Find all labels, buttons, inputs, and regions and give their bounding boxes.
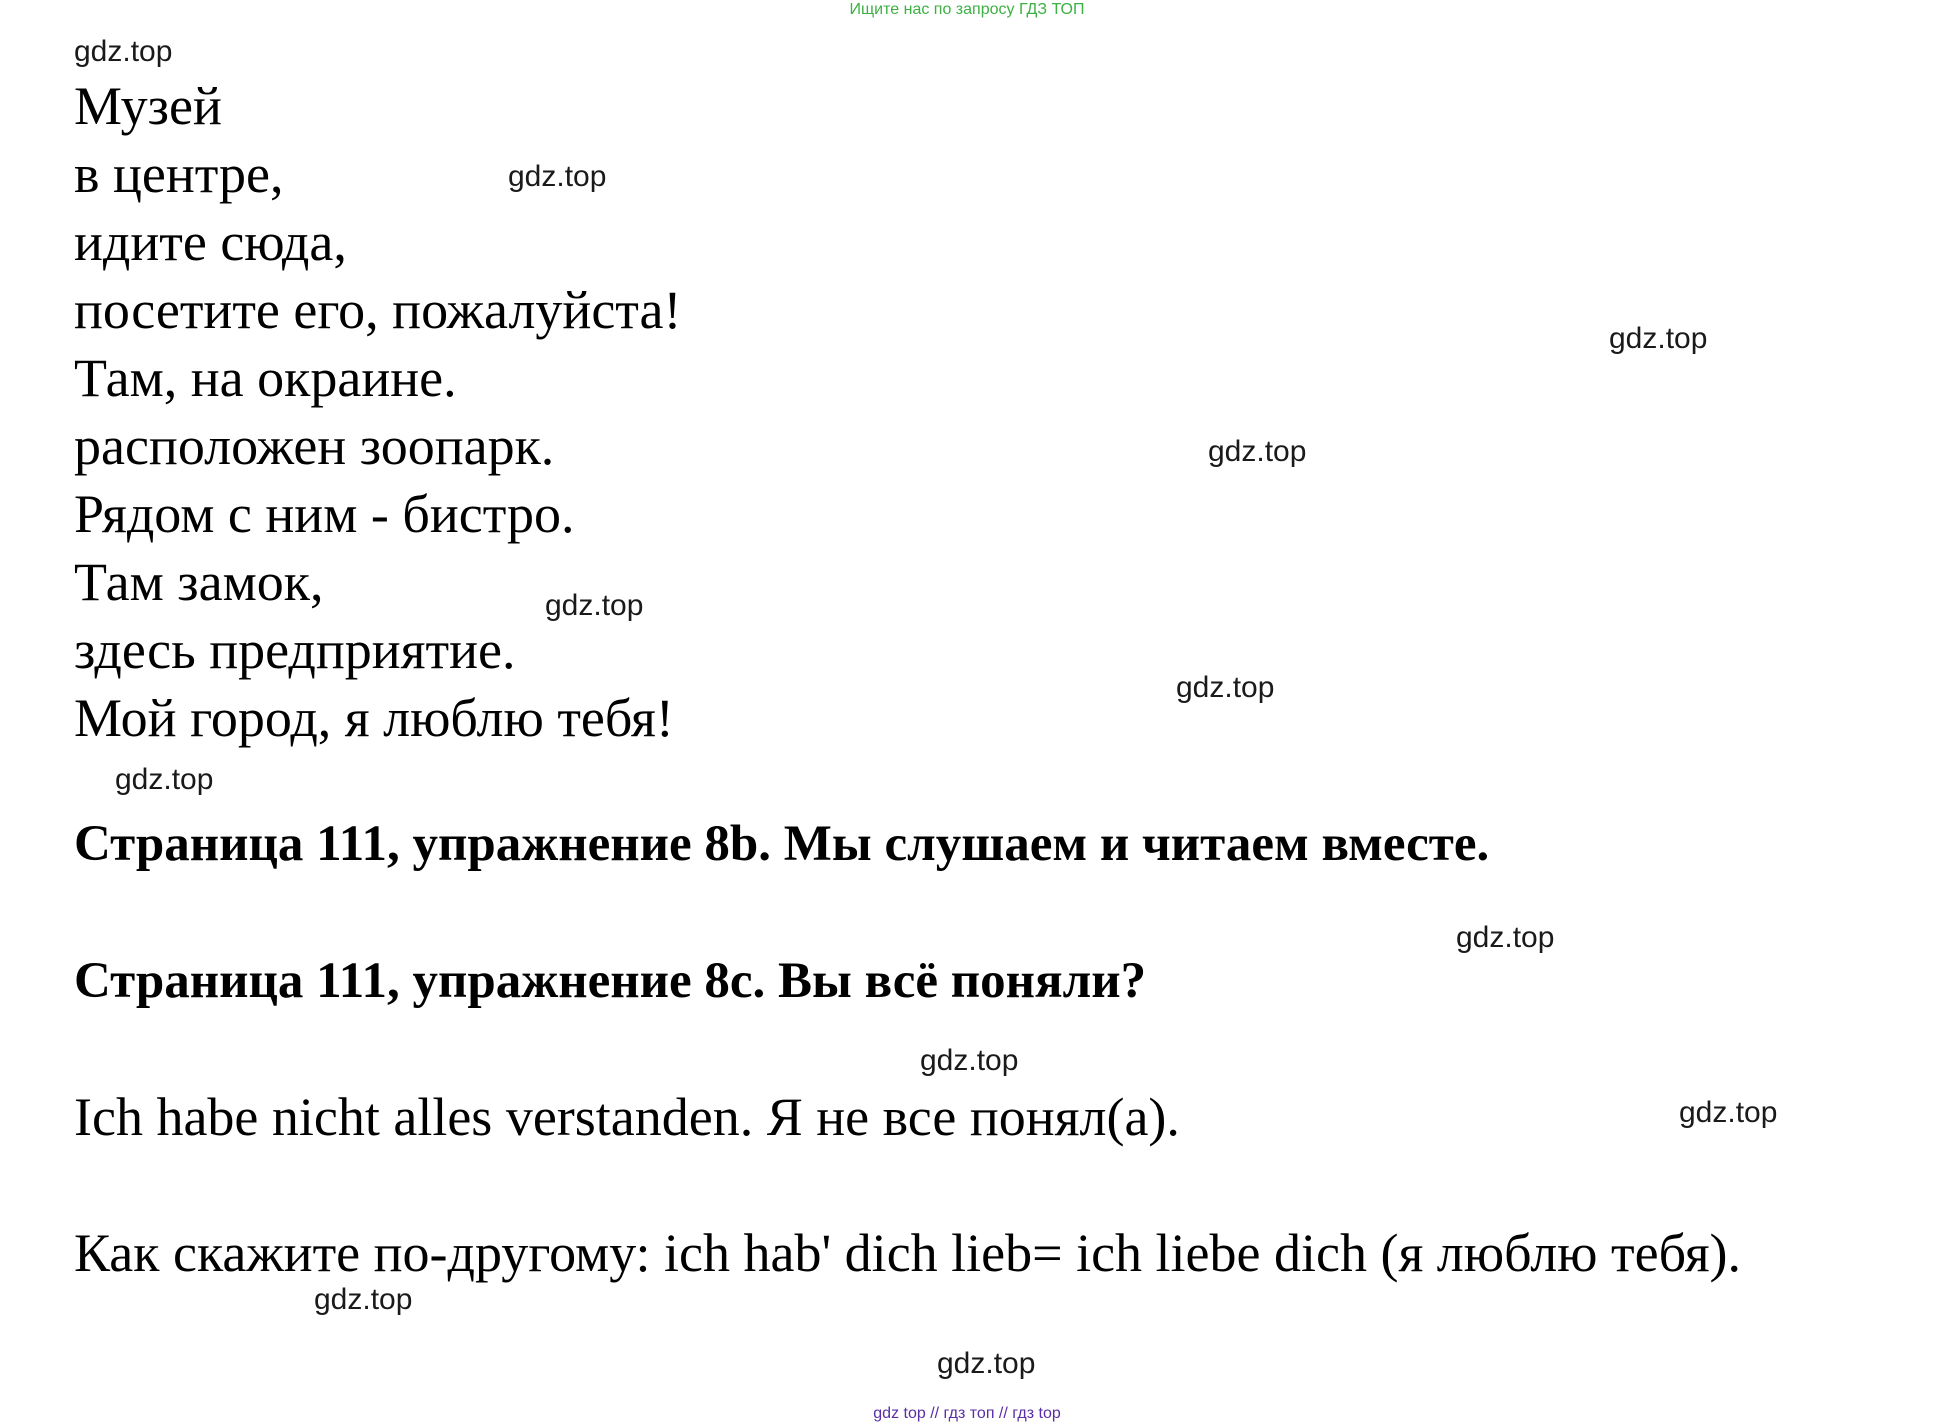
watermark: gdz.top [920, 1044, 1019, 1077]
exercise-8b-heading: Страница 111, упражнение 8b. Мы слушаем и читаем вместе. [74, 816, 1490, 872]
watermark: gdz.top [937, 1347, 1036, 1380]
poem-line: посетите его, пожалуйста! [74, 280, 682, 340]
poem-line: в центре, [74, 144, 284, 204]
watermark: gdz.top [74, 35, 173, 68]
poem-line: Там, на окраине. [74, 348, 457, 408]
poem-line: здесь предприятие. [74, 620, 516, 680]
watermark: gdz.top [1176, 671, 1275, 704]
poem-line: идите сюда, [74, 212, 347, 272]
rephrase-paragraph: Как скажите по-другому: ich hab' dich lieb= ich liebe dich (я люблю тебя). [74, 1223, 1742, 1283]
watermark: gdz.top [1208, 435, 1307, 468]
translation-paragraph: Ich habe nicht alles verstanden. Я не все понял(а). [74, 1087, 1180, 1147]
poem-line: Рядом с ним - бистро. [74, 484, 575, 544]
watermark: gdz.top [115, 763, 214, 796]
watermark: gdz.top [1679, 1096, 1778, 1129]
top-banner: Ищите нас по запросу ГДЗ ТОП [849, 1, 1085, 18]
poem-line: Мой город, я люблю тебя! [74, 688, 674, 748]
exercise-8c-heading: Страница 111, упражнение 8c. Вы всё поняли? [74, 953, 1147, 1009]
watermark: gdz.top [1609, 322, 1708, 355]
watermark: gdz.top [314, 1283, 413, 1316]
watermark: gdz.top [545, 589, 644, 622]
poem-line: расположен зоопарк. [74, 416, 555, 476]
watermark: gdz.top [508, 160, 607, 193]
bottom-banner: gdz top // гдз топ // гдз top [873, 1405, 1061, 1422]
poem-line: Музей [74, 76, 222, 136]
poem-line: Там замок, [74, 552, 324, 612]
watermark: gdz.top [1456, 921, 1555, 954]
